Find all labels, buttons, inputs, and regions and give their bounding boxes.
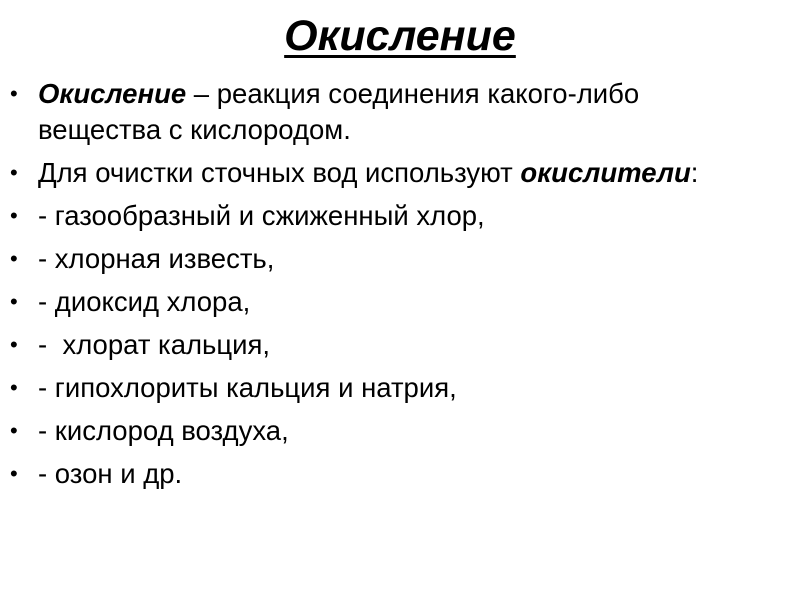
bullet-dot-icon: • [10, 203, 18, 228]
bullet-dot-icon: • [10, 461, 18, 486]
slide-title: Окисление [284, 12, 516, 60]
term-oxidizers: окислители [520, 157, 691, 188]
bullet-item [0, 413, 800, 449]
bullet-dot-icon: • [10, 81, 18, 106]
list-item-text: - озон и др. [38, 458, 183, 489]
intro-text: Для очистки сточных вод используют [38, 157, 521, 188]
list-item-text: - хлорная известь, [38, 243, 275, 274]
list-item-text: - газообразный и сжиженный хлор, [38, 200, 485, 231]
bullet-dot-icon: • [10, 289, 18, 314]
bullet-item [0, 456, 800, 492]
list-item-text: - гипохлориты кальция и натрия, [38, 372, 457, 403]
bullet-dot-icon: • [10, 375, 18, 400]
bullet-item-oxidizers-intro [0, 155, 800, 191]
bullet-list [0, 76, 800, 499]
intro-colon: : [690, 157, 699, 188]
list-item-text: - диоксид хлора, [38, 286, 251, 317]
bullet-item [0, 370, 800, 406]
bullet-item [0, 198, 800, 234]
list-item-text: - кислород воздуха, [38, 415, 289, 446]
bullet-item [0, 327, 800, 363]
bullet-item-definition [0, 76, 800, 148]
term-oxidation: Окисление [38, 78, 187, 109]
bullet-dot-icon: • [10, 246, 18, 271]
list-item-text: - хлорат кальция, [38, 329, 271, 360]
bullet-item [0, 284, 800, 320]
definition-text: – реакция соединения какого-либо вещества с кислородом. [38, 78, 640, 145]
bullet-dot-icon: • [10, 418, 18, 443]
bullet-dot-icon: • [10, 160, 18, 185]
bullet-item [0, 241, 800, 277]
bullet-dot-icon: • [10, 332, 18, 357]
